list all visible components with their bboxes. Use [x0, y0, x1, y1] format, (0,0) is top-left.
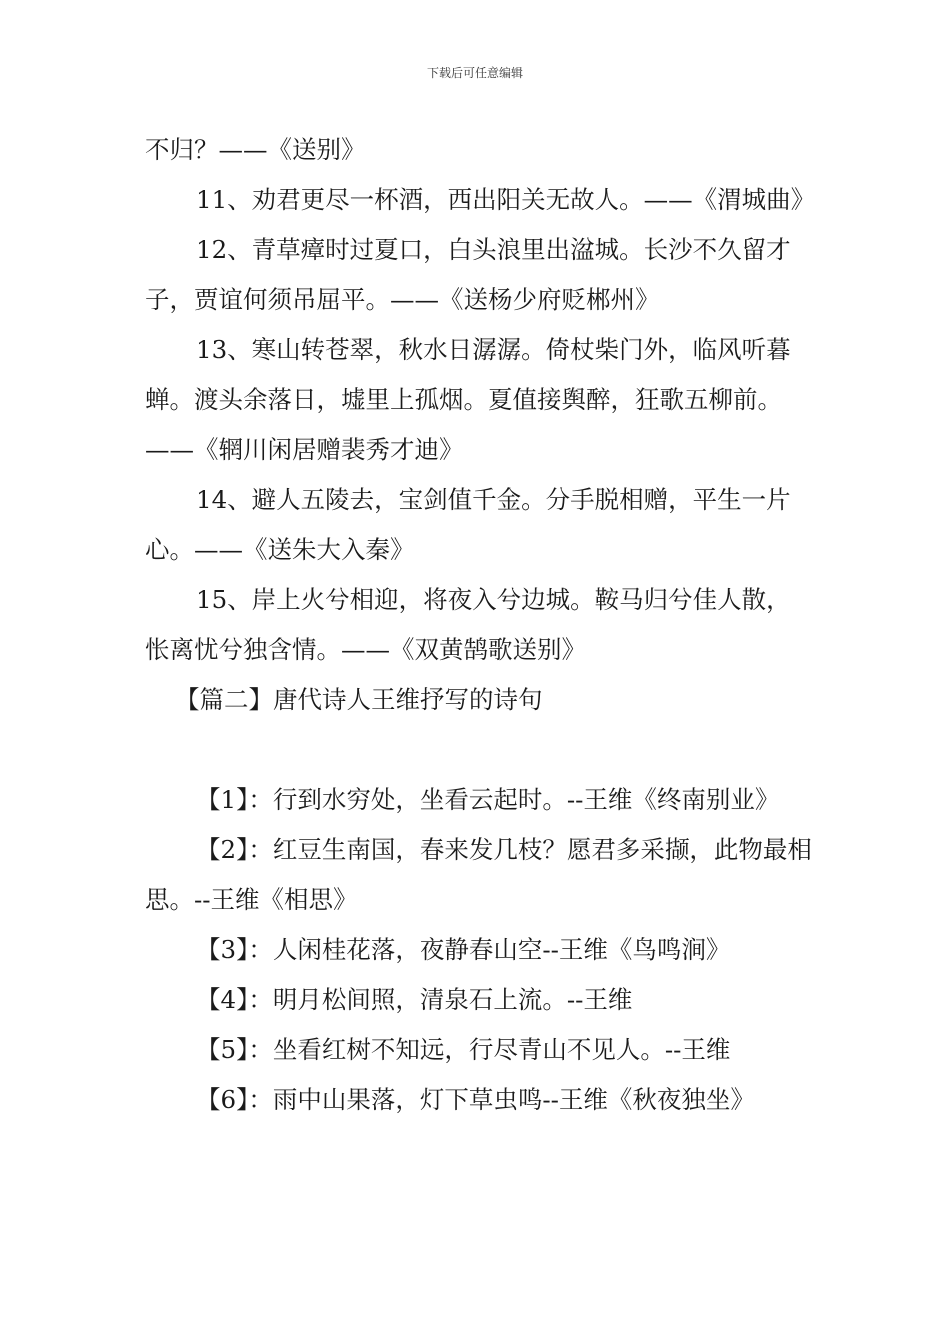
paragraph-item-11: 11、劝君更尽一杯酒，西出阳关无故人。——《渭城曲》 [196, 185, 816, 214]
poem-line-6: 【6】：雨中山果落，灯下草虫鸣--王维《秋夜独坐》 [196, 1085, 755, 1114]
paragraph-continuation: 不归？——《送别》 [145, 135, 366, 164]
paragraph-item-12: 12、青草瘴时过夏口，白头浪里出湓城。长沙不久留才子，贾谊何须吊屈平。——《送杨少府贬郴州》 [145, 235, 791, 314]
page-header: 下载后可任意编辑 [426, 66, 523, 80]
poem-line-4: 【4】：明月松间照，清泉石上流。--王维 [196, 985, 633, 1014]
paragraph-item-14: 14、避人五陵去，宝剑值千金。分手脱相赠，平生一片心。——《送朱大入秦》 [145, 485, 791, 564]
poem-line-2: 【2】：红豆生南国，春来发几枝？愿君多采撷，此物最相思。--王维《相思》 [145, 835, 812, 914]
spacer [145, 725, 815, 775]
poem-line-3: 【3】：人闲桂花落，夜静春山空--王维《鸟鸣涧》 [196, 935, 731, 964]
paragraph-item-13: 13、寒山转苍翠，秋水日潺潺。倚杖柴门外，临风听暮蝉。渡头余落日，墟里上孤烟。夏值接舆醉，狂歌五柳前。——《辋川闲居赠裴秀才迪》 [145, 335, 791, 464]
document-body [145, 125, 815, 1125]
section-heading: 【篇二】唐代诗人王维抒写的诗句 [175, 685, 543, 714]
poem-line-5: 【5】：坐看红树不知远，行尽青山不见人。--王维 [196, 1035, 731, 1064]
poem-line-1: 【1】：行到水穷处，坐看云起时。--王维《终南别业》 [196, 785, 780, 814]
paragraph-item-15: 15、岸上火兮相迎，将夜入兮边城。鞍马归兮佳人散，怅离忧兮独含情。——《双黄鹄歌送别》 [145, 585, 791, 664]
